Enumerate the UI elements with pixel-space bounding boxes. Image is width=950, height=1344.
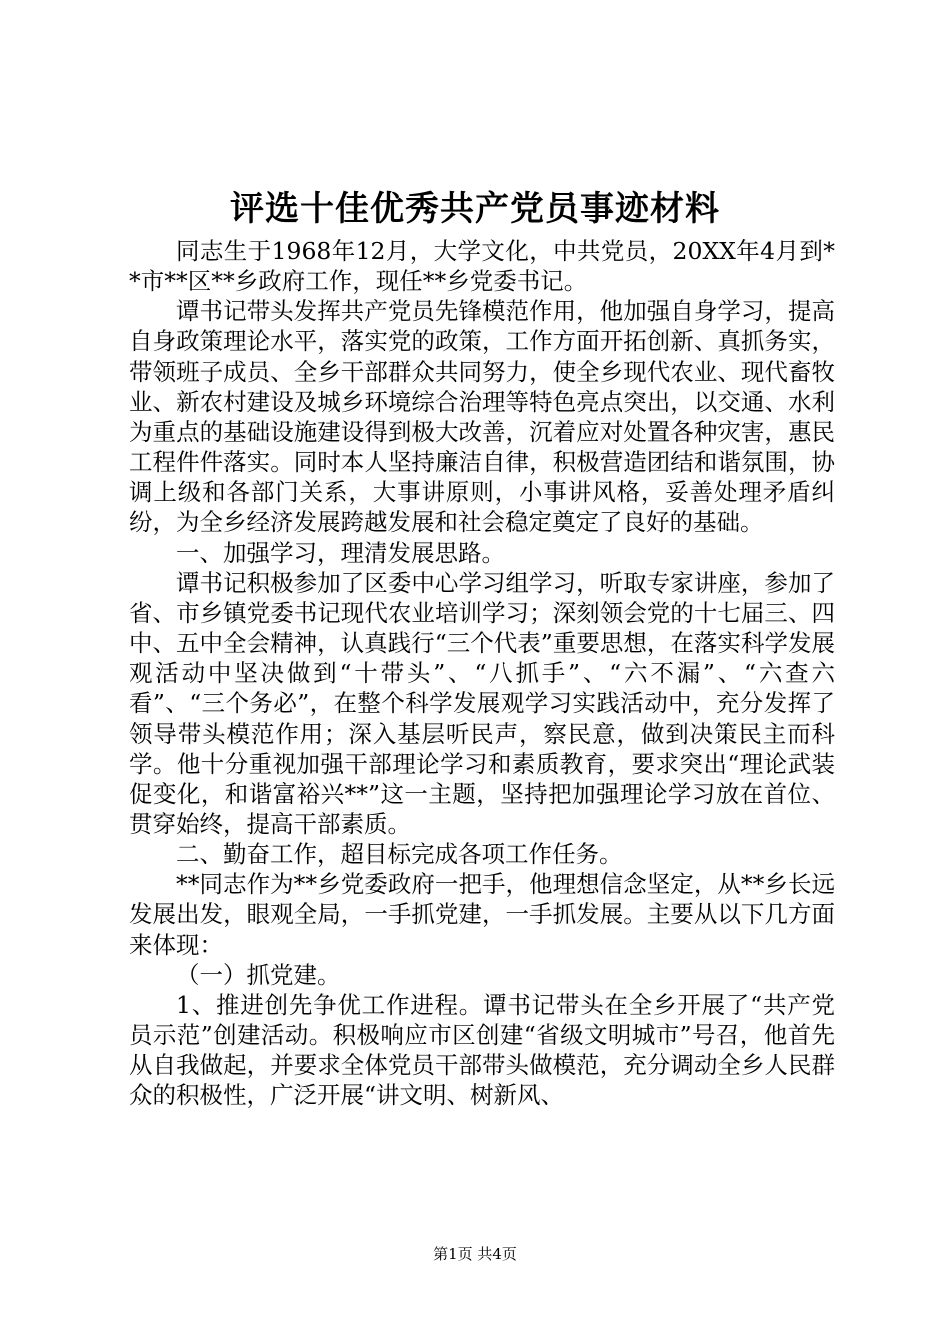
paragraph-work: **同志作为**乡党委政府一把手，他理想信念坚定，从**乡长远发展出发，眼观全局，一手抓党建，一手抓发展。主要从以下几方面来体现： xyxy=(129,870,835,959)
document-body xyxy=(129,236,835,1111)
document-title: 评选十佳优秀共产党员事迹材料 xyxy=(230,189,720,229)
section-heading-1: 一、加强学习，理清发展思路。 xyxy=(176,538,505,567)
page-number-footer: 第1页 共4页 xyxy=(433,1245,517,1263)
section-heading-2: 二、勤奋工作，超目标完成各项工作任务。 xyxy=(176,840,623,869)
paragraph-study: 谭书记积极参加了区委中心学习组学习，听取专家讲座，参加了省、市乡镇党委书记现代农业培训学习；深刻领会党的十七届三、四中、五中全会精神，认真践行“三个代表”重要思想，在落实科学发展观活动中坚决做到“十带头”、“八抓手”、“六不漏”、“六查六看”、“三个务必”，在整个科学发展观学习实践活动中，充分发挥了领导带头模范作用；深入基层听民声，察民意，做到决策民主而科学。他十分重视加强干部理论学习和素质教育，要求突出“理论武装促变化，和谐富裕兴**”这一主题，坚持把加强理论学习放在首位、贯穿始终，提高干部素质。 xyxy=(129,568,835,838)
subsection-heading-1: （一）抓党建。 xyxy=(176,960,341,989)
paragraph-intro: 同志生于1968年12月，大学文化，中共党员，20XX年4月到**市**区**乡政府工作，现任**乡党委书记。 xyxy=(129,237,835,296)
paragraph-summary: 谭书记带头发挥共产党员先锋模范作用，他加强自身学习，提高自身政策理论水平，落实党的政策，工作方面开拓创新、真抓务实，带领班子成员、全乡干部群众共同努力，使全乡现代农业、现代畜牧业、新农村建设及城乡环境综合治理等特色亮点突出，以交通、水利为重点的基础设施建设得到极大改善，沉着应对处置各种灾害，惠民工程件件落实。同时本人坚持廉洁自律，积极营造团结和谐氛围，协调上级和各部门关系，大事讲原则，小事讲风格，妥善处理矛盾纠纷，为全乡经济发展跨越发展和社会稳定奠定了良好的基础。 xyxy=(129,297,835,537)
paragraph-item-1: 1、推进创先争优工作进程。谭书记带头在全乡开展了“共产党员示范”创建活动。积极响应市区创建“省级文明城市”号召，他首先从自我做起，并要求全体党员干部带头做模范，充分调动全乡人民群众的积极性，广泛开展“讲文明、树新风、 xyxy=(129,990,835,1110)
